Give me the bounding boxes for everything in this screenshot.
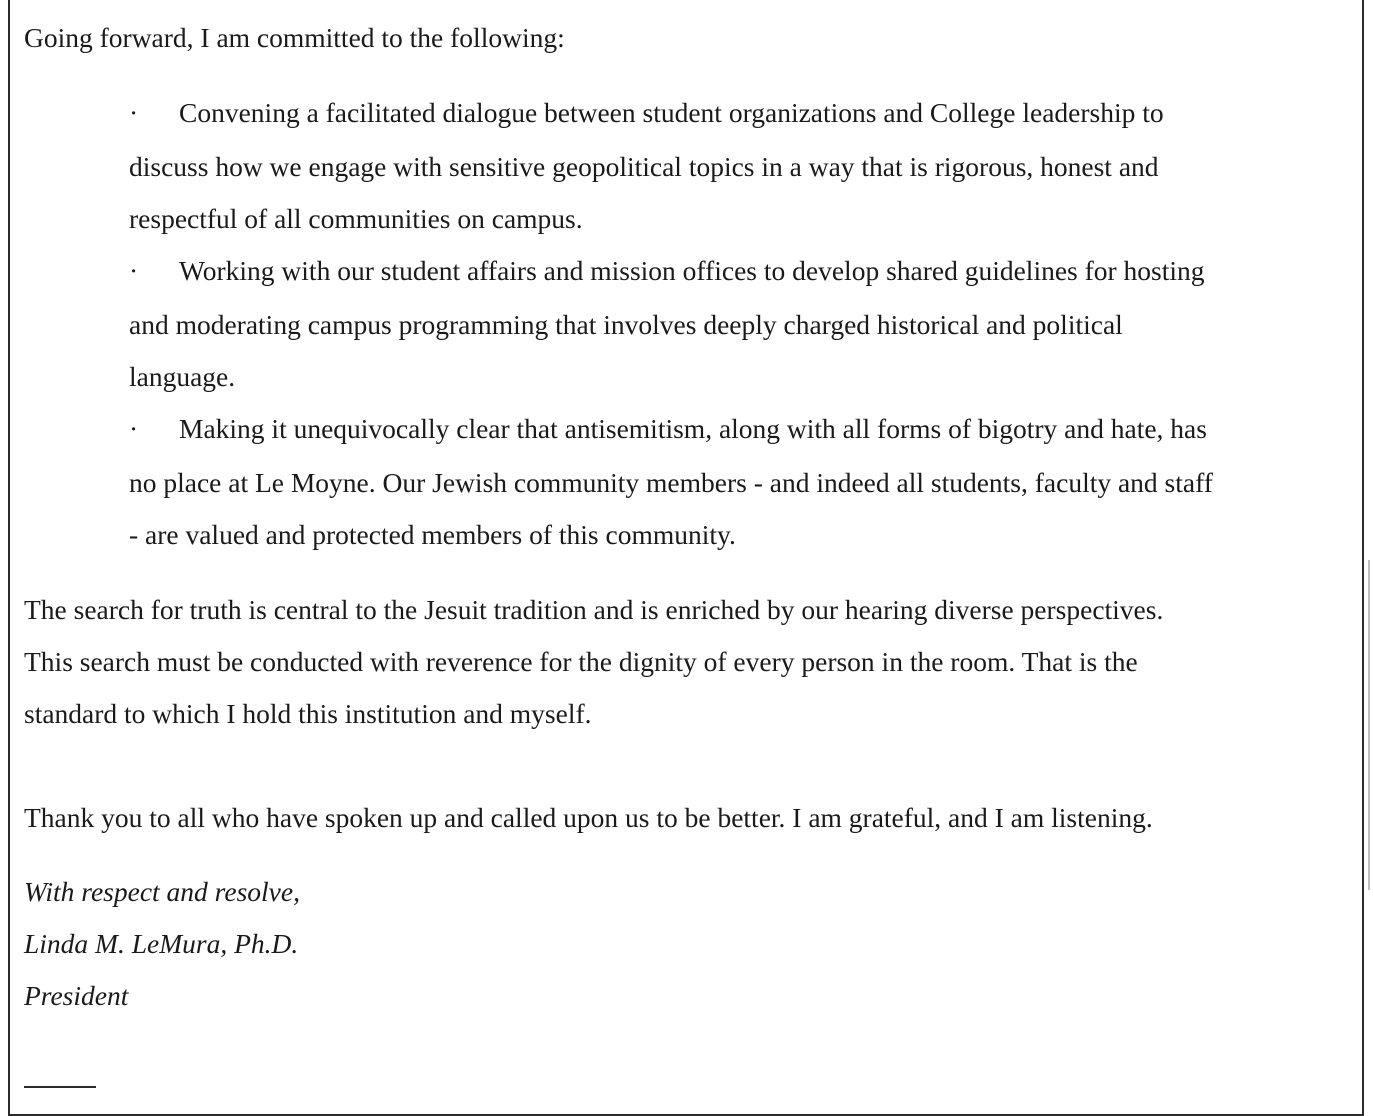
footnote-rule [24,1086,96,1088]
signer-title: President [24,980,129,1011]
signer-name: Linda M. LeMura, Ph.D. [24,928,299,959]
bullet-item-1 [129,87,1164,139]
bullet-marker: · [129,413,139,444]
bullet-2-line-2: and moderating campus programming that involves deeply charged historical and political [129,309,1123,340]
bullet-item-3 [129,403,1207,455]
bullet-marker: · [129,97,139,128]
closing-line: With respect and resolve, [24,876,300,907]
bullet-marker: · [129,255,139,286]
bullet-3-line-3: - are valued and protected members of this community. [129,519,736,550]
bullet-1-line-3: respectful of all communities on campus. [129,203,583,234]
bullet-1-line-1: Convening a facilitated dialogue between student organizations and College leadership to [179,97,1164,128]
bullet-3-line-2: no place at Le Moyne. Our Jewish community members - and indeed all students, faculty and staff [129,467,1213,498]
paragraph-line-2: This search must be conducted with reverence for the dignity of every person in the room. That is the [24,646,1138,677]
paragraph-line-3: standard to which I hold this institution and myself. [24,698,592,729]
bullet-item-2 [129,245,1205,297]
bullet-1-line-2: discuss how we engage with sensitive geopolitical topics in a way that is rigorous, honest and [129,151,1159,182]
bullet-2-line-3: language. [129,361,236,392]
bullet-2-line-1: Working with our student affairs and mission offices to develop shared guidelines for hosting [179,255,1205,286]
thanks-line: Thank you to all who have spoken up and called upon us to be better. I am grateful, and I am listening. [24,802,1153,833]
scroll-edge-line [1368,560,1370,890]
intro-line: Going forward, I am committed to the following: [24,22,565,53]
bullet-3-line-1: Making it unequivocally clear that antisemitism, along with all forms of bigotry and hate, has [179,413,1207,444]
paragraph-line-1: The search for truth is central to the Jesuit tradition and is enriched by our hearing diverse perspectives. [24,594,1164,625]
